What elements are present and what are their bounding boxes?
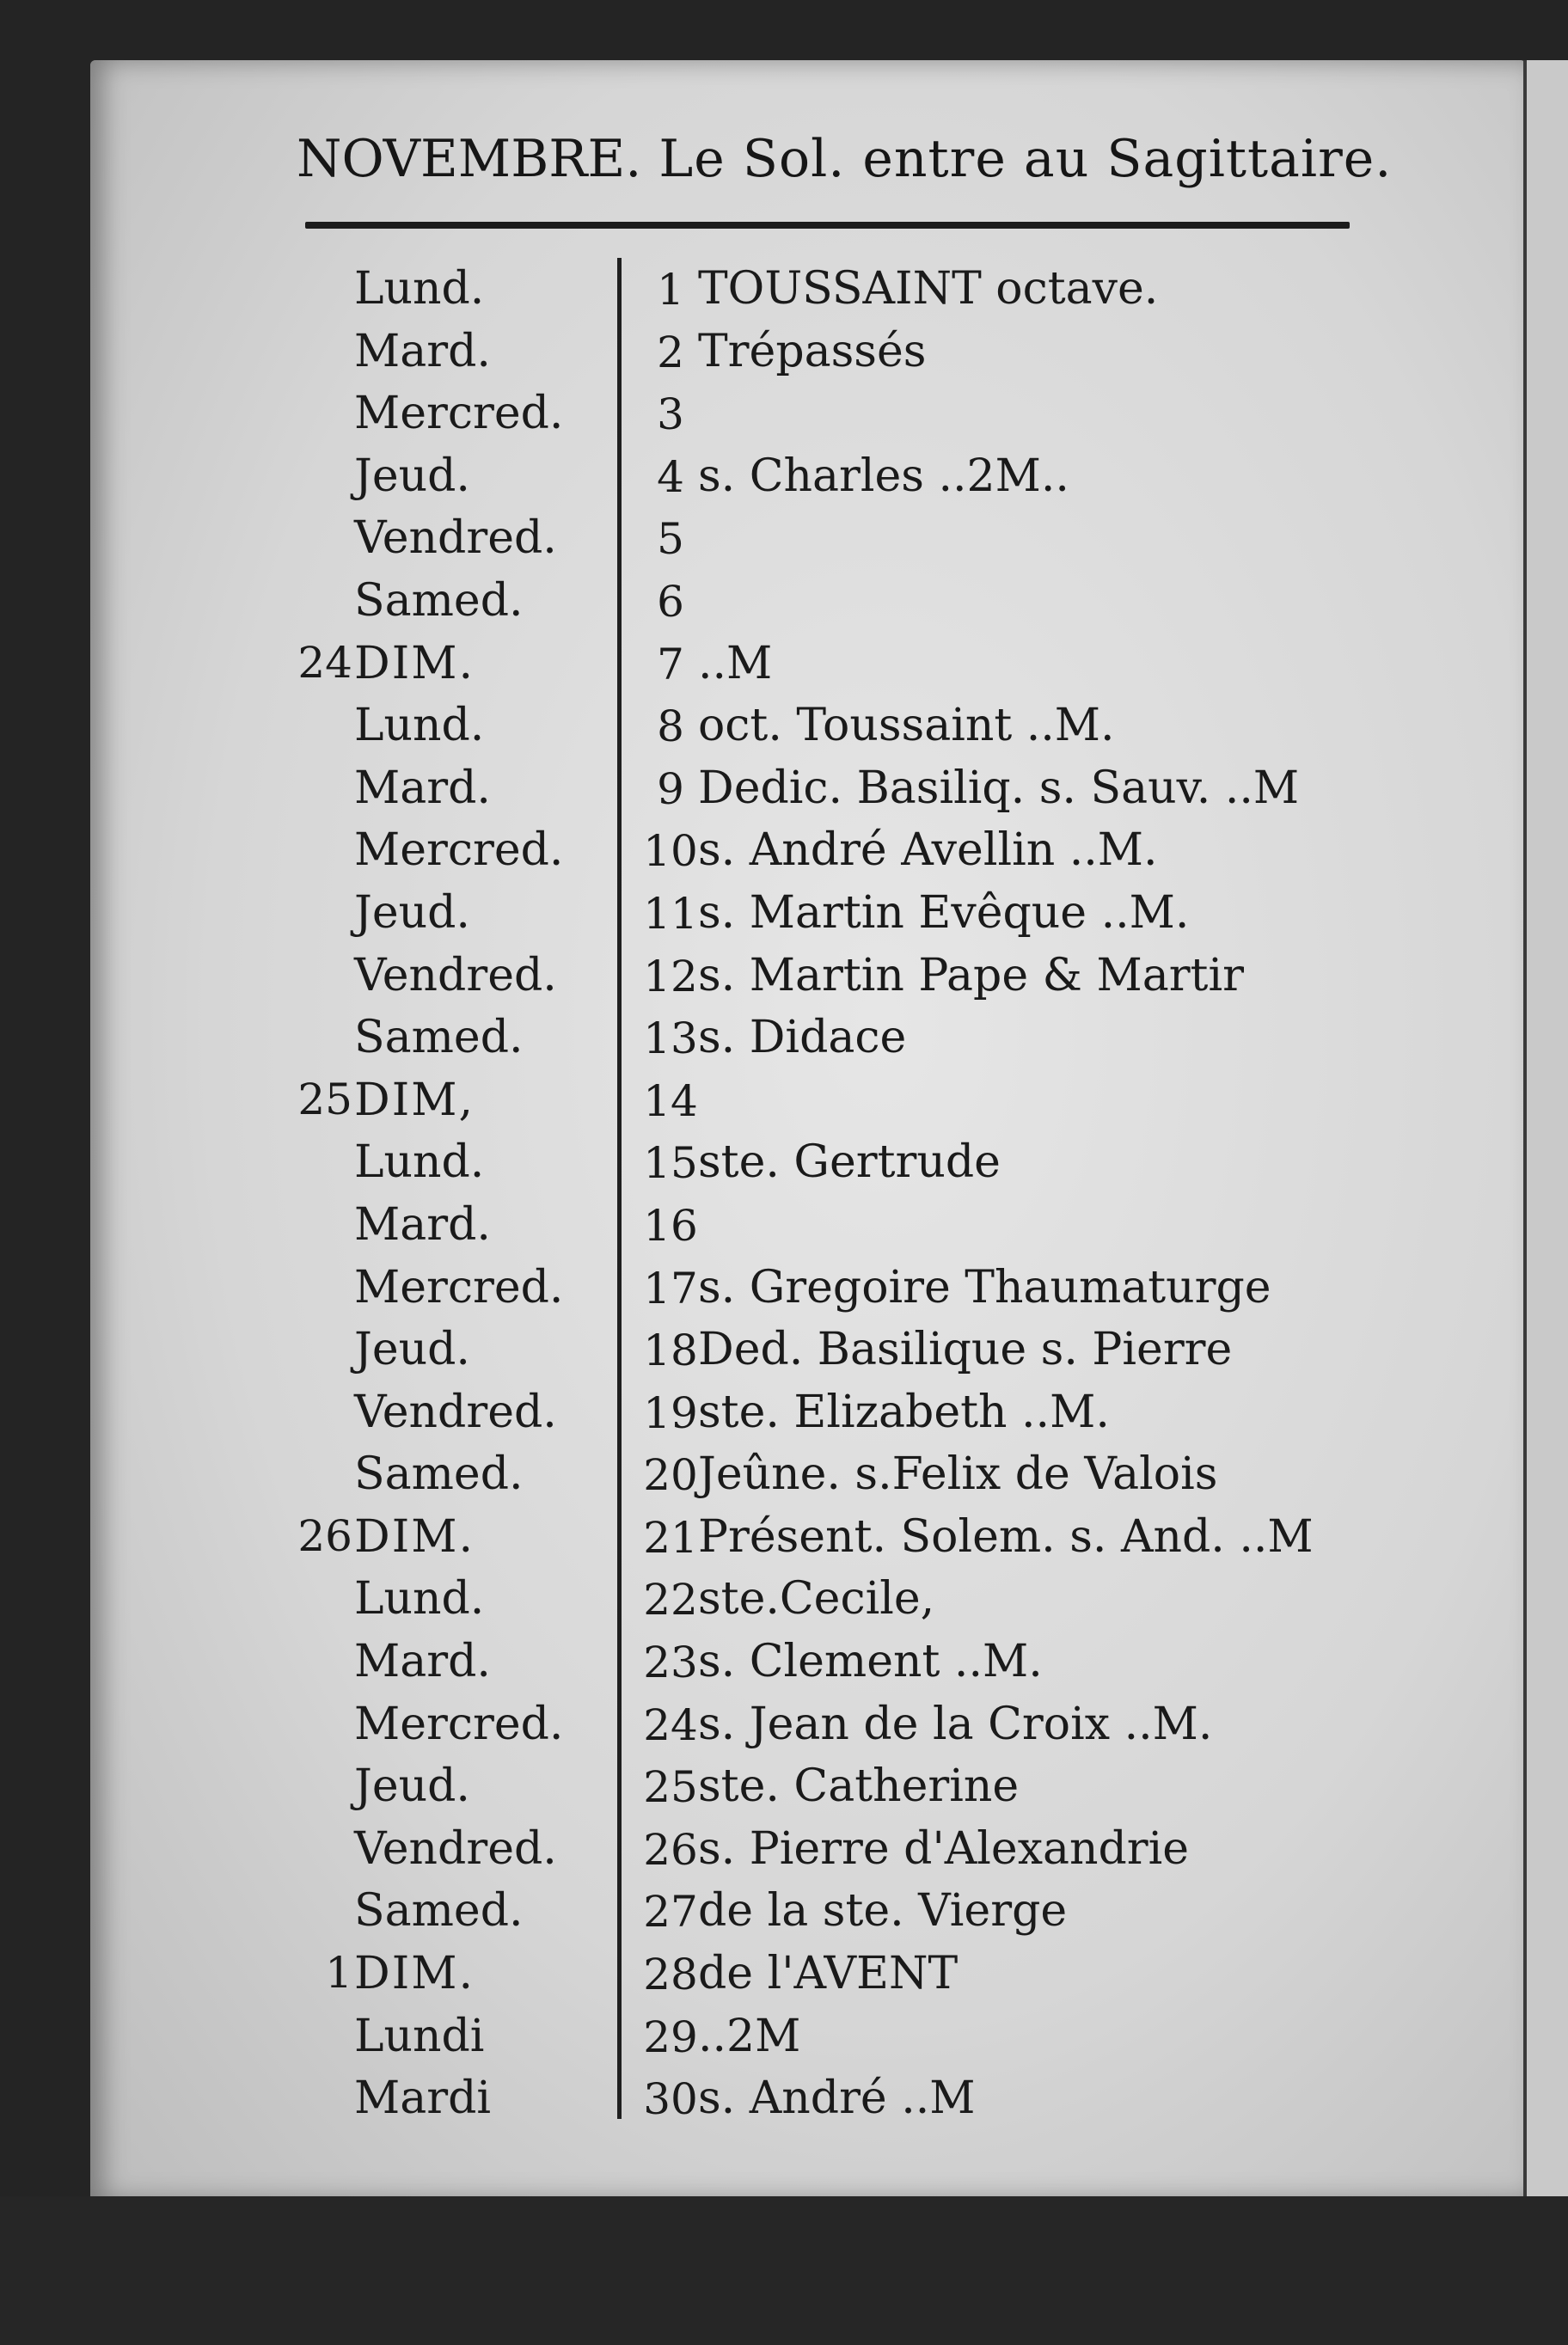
weekday: Lund.	[354, 1573, 485, 1626]
calendar-row	[0, 1506, 1568, 1569]
day-number: 6	[657, 576, 684, 627]
calendar-row	[0, 1693, 1568, 1756]
calendar-row	[0, 2067, 1568, 2130]
feast-entry: TOUSSAINT octave.	[698, 263, 1159, 315]
day-number: 20	[643, 1450, 698, 1501]
weekday: Mard.	[354, 1636, 491, 1688]
day-number: 29	[643, 2011, 698, 2062]
day-number: 8	[657, 701, 684, 752]
day-number: 17	[643, 1263, 698, 1313]
weekday: Jeud.	[354, 1760, 470, 1813]
calendar-row	[0, 1194, 1568, 1257]
bottom-shadow	[0, 2196, 1568, 2345]
weekday: DIM.	[354, 1948, 475, 2000]
calendar-row	[0, 1631, 1568, 1693]
feast-entry: ste. Gertrude	[698, 1136, 1001, 1189]
feast-entry: ste.Cecile,	[698, 1573, 935, 1626]
calendar-row	[0, 1069, 1568, 1132]
weekday: Lundi	[354, 2010, 485, 2062]
weekday: Mercred.	[354, 824, 564, 877]
calendar-row	[0, 757, 1568, 820]
calendar-row	[0, 321, 1568, 383]
calendar-row	[0, 1880, 1568, 1943]
weekday: DIM.	[354, 1510, 475, 1563]
calendar-row	[0, 507, 1568, 570]
weekday: Vendred.	[354, 512, 557, 565]
calendar-row	[0, 1943, 1568, 2005]
calendar-row	[0, 1131, 1568, 1194]
day-number: 16	[643, 1200, 698, 1251]
month-title: NOVEMBRE.	[297, 129, 642, 189]
day-number: 22	[643, 1575, 698, 1626]
day-number: 3	[657, 389, 684, 440]
calendar-row	[0, 1818, 1568, 1881]
calendar-row	[0, 1257, 1568, 1319]
feast-entry: ste. Elizabeth ..M.	[698, 1386, 1110, 1438]
calendar-row	[0, 570, 1568, 633]
feast-entry: Jeûne. s.Felix de Valois	[698, 1448, 1218, 1501]
feast-entry: Présent. Solem. s. And. ..M	[698, 1510, 1314, 1563]
day-number: 25	[643, 1762, 698, 1813]
weekday: Lund.	[354, 263, 485, 315]
calendar-row	[0, 1755, 1568, 1818]
weekday: Jeud.	[354, 450, 470, 502]
feast-entry: s. Charles ..2M..	[698, 450, 1069, 502]
feast-entry: Ded. Basilique s. Pierre	[698, 1324, 1233, 1376]
day-number: 18	[643, 1326, 698, 1376]
feast-entry: s. Jean de la Croix ..M.	[698, 1698, 1213, 1750]
page-header	[297, 129, 1392, 189]
feast-entry: de l'AVENT	[698, 1948, 959, 2000]
day-number: 9	[657, 763, 684, 814]
weekday: Mard.	[354, 325, 491, 377]
feast-entry: s. Didace	[698, 1012, 907, 1064]
weekday: Samed.	[354, 1448, 524, 1501]
feast-entry: ..2M	[698, 2010, 801, 2062]
feast-entry: ..M	[698, 637, 773, 689]
calendar-row	[0, 445, 1568, 508]
day-number: 4	[657, 451, 684, 502]
calendar-row	[0, 1568, 1568, 1631]
day-number: 26	[643, 1824, 698, 1875]
calendar-row	[0, 1007, 1568, 1069]
weekday: Lund.	[354, 700, 485, 752]
day-number: 2	[657, 327, 684, 377]
weekday: Mardi	[354, 2073, 492, 2125]
weekday: Mercred.	[354, 388, 564, 440]
calendar-row	[0, 633, 1568, 695]
feast-entry: s. Martin Pape & Martir	[698, 949, 1244, 1001]
weekday: Mard.	[354, 762, 491, 814]
feast-entry: oct. Toussaint ..M.	[698, 700, 1115, 752]
calendar-row	[0, 383, 1568, 445]
day-number: 30	[643, 2074, 698, 2125]
feast-entry: Dedic. Basiliq. s. Sauv. ..M	[698, 762, 1300, 814]
weekday: DIM.	[354, 637, 475, 689]
weekday: Samed.	[354, 1012, 524, 1064]
week-number: 25	[297, 1074, 352, 1124]
weekday: Lund.	[354, 1136, 485, 1189]
weekday: Samed.	[354, 1885, 524, 1938]
day-number: 1	[657, 265, 684, 315]
header-note: Le Sol. entre au Sagittaire.	[658, 129, 1393, 189]
week-number: 26	[297, 1510, 352, 1561]
calendar-table	[0, 258, 1568, 2130]
day-number: 21	[643, 1512, 698, 1563]
day-number: 12	[643, 951, 698, 1001]
weekday: Vendred.	[354, 1386, 557, 1438]
feast-entry: s. Pierre d'Alexandrie	[698, 1822, 1190, 1875]
calendar-row	[0, 882, 1568, 945]
weekday: Jeud.	[354, 886, 470, 939]
calendar-row	[0, 695, 1568, 757]
calendar-row	[0, 819, 1568, 882]
weekday: Jeud.	[354, 1324, 470, 1376]
calendar-row	[0, 1443, 1568, 1506]
weekday: DIM,	[354, 1074, 475, 1126]
weekday: Mercred.	[354, 1698, 564, 1750]
week-number: 1	[325, 1948, 352, 1999]
day-number: 11	[643, 888, 698, 939]
day-number: 27	[643, 1887, 698, 1938]
weekday: Mard.	[354, 1198, 491, 1251]
feast-entry: Trépassés	[698, 325, 927, 377]
header-rule	[305, 222, 1350, 229]
weekday: Vendred.	[354, 949, 557, 1001]
day-number: 14	[643, 1075, 698, 1126]
day-number: 28	[643, 1950, 698, 2000]
calendar-row	[0, 2005, 1568, 2068]
feast-entry: s. Clement ..M.	[698, 1636, 1043, 1688]
feast-entry: s. André ..M	[698, 2073, 976, 2125]
weekday: Samed.	[354, 574, 524, 627]
day-number: 19	[643, 1387, 698, 1438]
day-number: 15	[643, 1138, 698, 1189]
day-number: 13	[643, 1013, 698, 1064]
calendar-row	[0, 945, 1568, 1007]
feast-entry: s. Gregoire Thaumaturge	[698, 1261, 1271, 1313]
calendar-row	[0, 258, 1568, 321]
feast-entry: s. André Avellin ..M.	[698, 824, 1158, 877]
calendar-row	[0, 1381, 1568, 1444]
calendar-row	[0, 1319, 1568, 1381]
day-number: 7	[657, 639, 684, 689]
feast-entry: de la ste. Vierge	[698, 1885, 1068, 1938]
day-number: 10	[643, 826, 698, 877]
week-number: 24	[297, 637, 352, 688]
weekday: Vendred.	[354, 1822, 557, 1875]
day-number: 5	[657, 514, 684, 565]
day-number: 24	[643, 1699, 698, 1750]
weekday: Mercred.	[354, 1261, 564, 1313]
feast-entry: ste. Catherine	[698, 1760, 1020, 1813]
day-number: 23	[643, 1638, 698, 1688]
feast-entry: s. Martin Evêque ..M.	[698, 886, 1190, 939]
